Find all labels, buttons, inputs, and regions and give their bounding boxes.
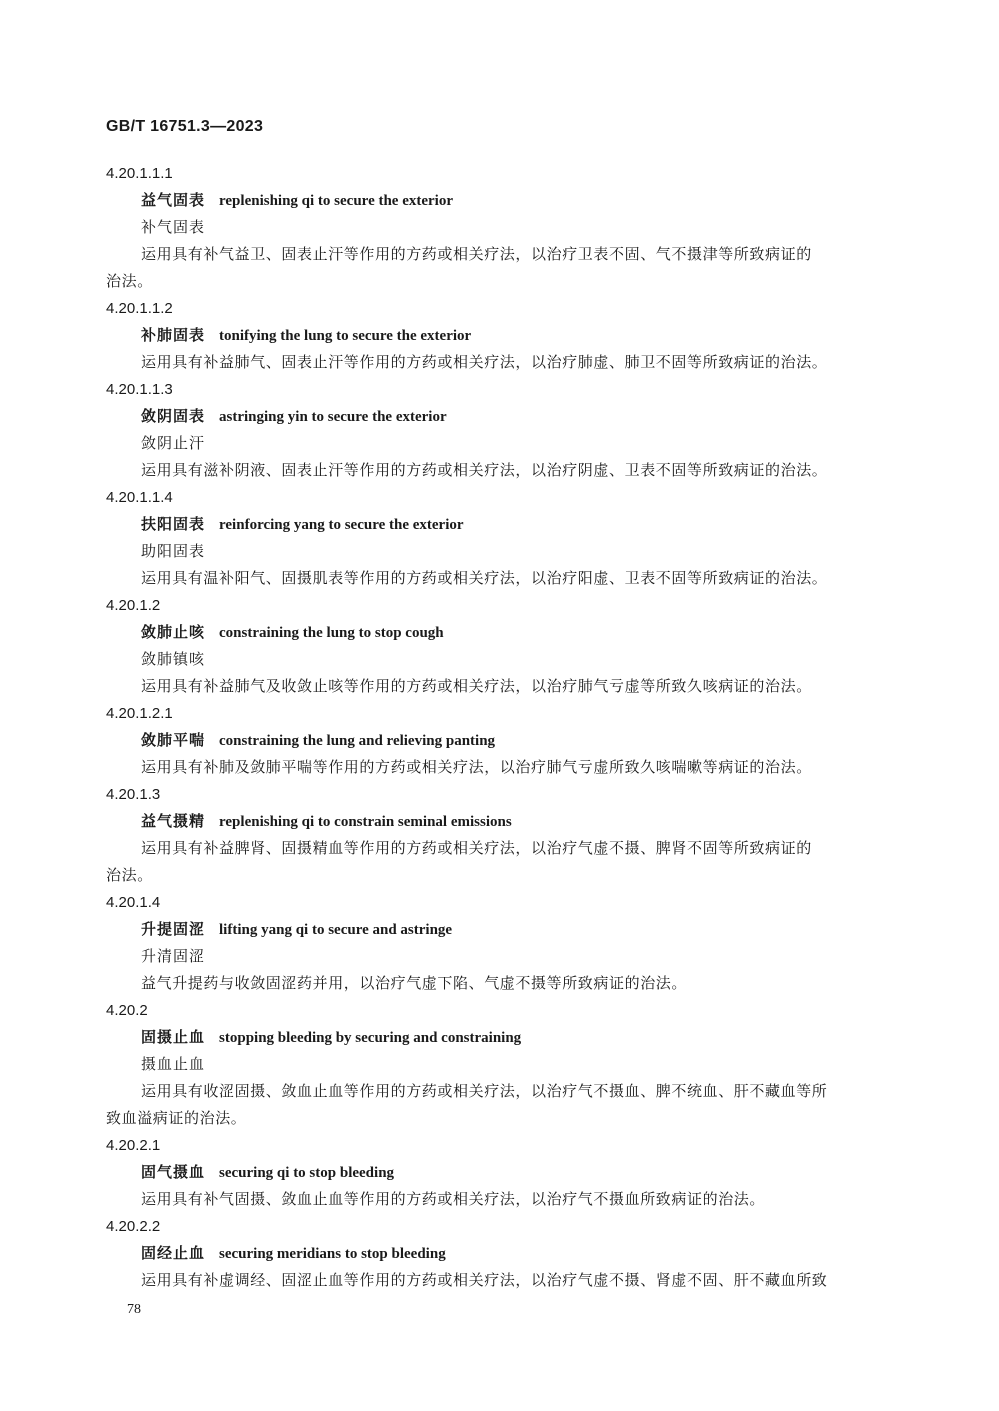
term-heading [0, 1024, 999, 1051]
page-number: 78 [127, 1302, 141, 1317]
term-english: constraining the lung to stop cough [219, 625, 444, 641]
term-definition: 治法。 [106, 866, 153, 884]
term-english: securing meridians to stop bleeding [219, 1246, 446, 1262]
term-heading [0, 322, 999, 349]
term-entry [0, 295, 999, 376]
clause-number: 4.20.1.3 [106, 786, 161, 803]
term-chinese: 益气摄精 [141, 812, 206, 830]
term-chinese: 固经止血 [141, 1244, 206, 1262]
term-definition: 益气升提药与收敛固涩药并用，以治疗气虚下陷、气虚不摄等所致病证的治法。 [141, 974, 688, 992]
term-synonym: 摄血止血 [141, 1055, 206, 1073]
term-heading [0, 403, 999, 430]
term-english: reinforcing yang to secure the exterior [219, 517, 464, 533]
term-heading [0, 727, 999, 754]
term-entry [0, 1132, 999, 1213]
clause-number: 4.20.2.2 [106, 1218, 161, 1235]
clause-number: 4.20.1.2 [106, 597, 161, 614]
term-definition: 运用具有补益脾肾、固摄精血等作用的方药或相关疗法，以治疗气虚不摄、脾肾不固等所致病证的 [141, 839, 812, 857]
term-definition: 致血溢病证的治法。 [106, 1109, 247, 1127]
term-definition: 运用具有补益肺气、固表止汗等作用的方药或相关疗法，以治疗肺虚、肺卫不固等所致病证的治法。 [141, 353, 828, 371]
term-chinese: 固摄止血 [141, 1028, 206, 1046]
term-definition: 运用具有滋补阴液、固表止汗等作用的方药或相关疗法，以治疗阴虚、卫表不固等所致病证的治法。 [141, 461, 828, 479]
term-entry [0, 484, 999, 592]
document-body [0, 160, 999, 1294]
term-definition: 运用具有补气固摄、敛血止血等作用的方药或相关疗法，以治疗气不摄血所致病证的治法。 [141, 1190, 766, 1208]
term-english: lifting yang qi to secure and astringe [219, 922, 453, 938]
term-heading [0, 187, 999, 214]
term-definition: 运用具有温补阳气、固摄肌表等作用的方药或相关疗法，以治疗阳虚、卫表不固等所致病证的治法。 [141, 569, 828, 587]
term-entry [0, 997, 999, 1132]
clause-number: 4.20.2.1 [106, 1137, 161, 1154]
term-definition: 运用具有补虚调经、固涩止血等作用的方药或相关疗法，以治疗气虚不摄、肾虚不固、肝不藏血所致 [141, 1271, 828, 1289]
term-english: tonifying the lung to secure the exterior [219, 328, 472, 344]
clause-number: 4.20.1.1.4 [106, 489, 173, 506]
term-entry [0, 160, 999, 295]
term-chinese: 敛阴固表 [141, 407, 206, 425]
term-chinese: 补肺固表 [141, 326, 206, 344]
term-synonym: 补气固表 [141, 218, 206, 236]
term-english: securing qi to stop bleeding [219, 1165, 395, 1181]
term-chinese: 敛肺止咳 [141, 623, 206, 641]
term-entry [0, 592, 999, 700]
term-synonym: 敛肺镇咳 [141, 650, 206, 668]
term-english: replenishing qi to secure the exterior [219, 193, 454, 209]
term-heading [0, 511, 999, 538]
term-chinese: 升提固涩 [141, 920, 206, 938]
term-entry [0, 889, 999, 997]
term-heading [0, 619, 999, 646]
term-entry [0, 376, 999, 484]
term-english: constraining the lung and relieving panting [219, 733, 496, 749]
term-heading [0, 1240, 999, 1267]
term-english: replenishing qi to constrain seminal emissions [219, 814, 512, 830]
term-chinese: 敛肺平喘 [141, 731, 206, 749]
term-entry [0, 700, 999, 781]
term-heading [0, 916, 999, 943]
term-synonym: 升清固涩 [141, 947, 206, 965]
clause-number: 4.20.2 [106, 1002, 148, 1019]
term-heading [0, 1159, 999, 1186]
term-definition: 运用具有补气益卫、固表止汗等作用的方药或相关疗法，以治疗卫表不固、气不摄津等所致病证的 [141, 245, 812, 263]
clause-number: 4.20.1.1.1 [106, 165, 173, 182]
term-english: stopping bleeding by securing and constraining [219, 1030, 522, 1046]
standard-code-header: GB/T 16751.3—2023 [106, 118, 264, 135]
term-definition: 运用具有补益肺气及收敛止咳等作用的方药或相关疗法，以治疗肺气亏虚等所致久咳病证的治法。 [141, 677, 812, 695]
term-synonym: 助阳固表 [141, 542, 206, 560]
term-english: astringing yin to secure the exterior [219, 409, 447, 425]
clause-number: 4.20.1.2.1 [106, 705, 173, 722]
term-entry [0, 1213, 999, 1294]
term-heading [0, 808, 999, 835]
term-chinese: 扶阳固表 [141, 515, 206, 533]
term-entry [0, 781, 999, 889]
clause-number: 4.20.1.1.3 [106, 381, 173, 398]
term-synonym: 敛阴止汗 [141, 434, 206, 452]
clause-number: 4.20.1.4 [106, 894, 161, 911]
term-chinese: 固气摄血 [141, 1163, 206, 1181]
term-chinese: 益气固表 [141, 191, 206, 209]
term-definition: 运用具有收涩固摄、敛血止血等作用的方药或相关疗法，以治疗气不摄血、脾不统血、肝不藏血等所 [141, 1082, 828, 1100]
clause-number: 4.20.1.1.2 [106, 300, 173, 317]
term-definition: 治法。 [106, 272, 153, 290]
term-definition: 运用具有补肺及敛肺平喘等作用的方药或相关疗法，以治疗肺气亏虚所致久咳喘嗽等病证的治法。 [141, 758, 812, 776]
